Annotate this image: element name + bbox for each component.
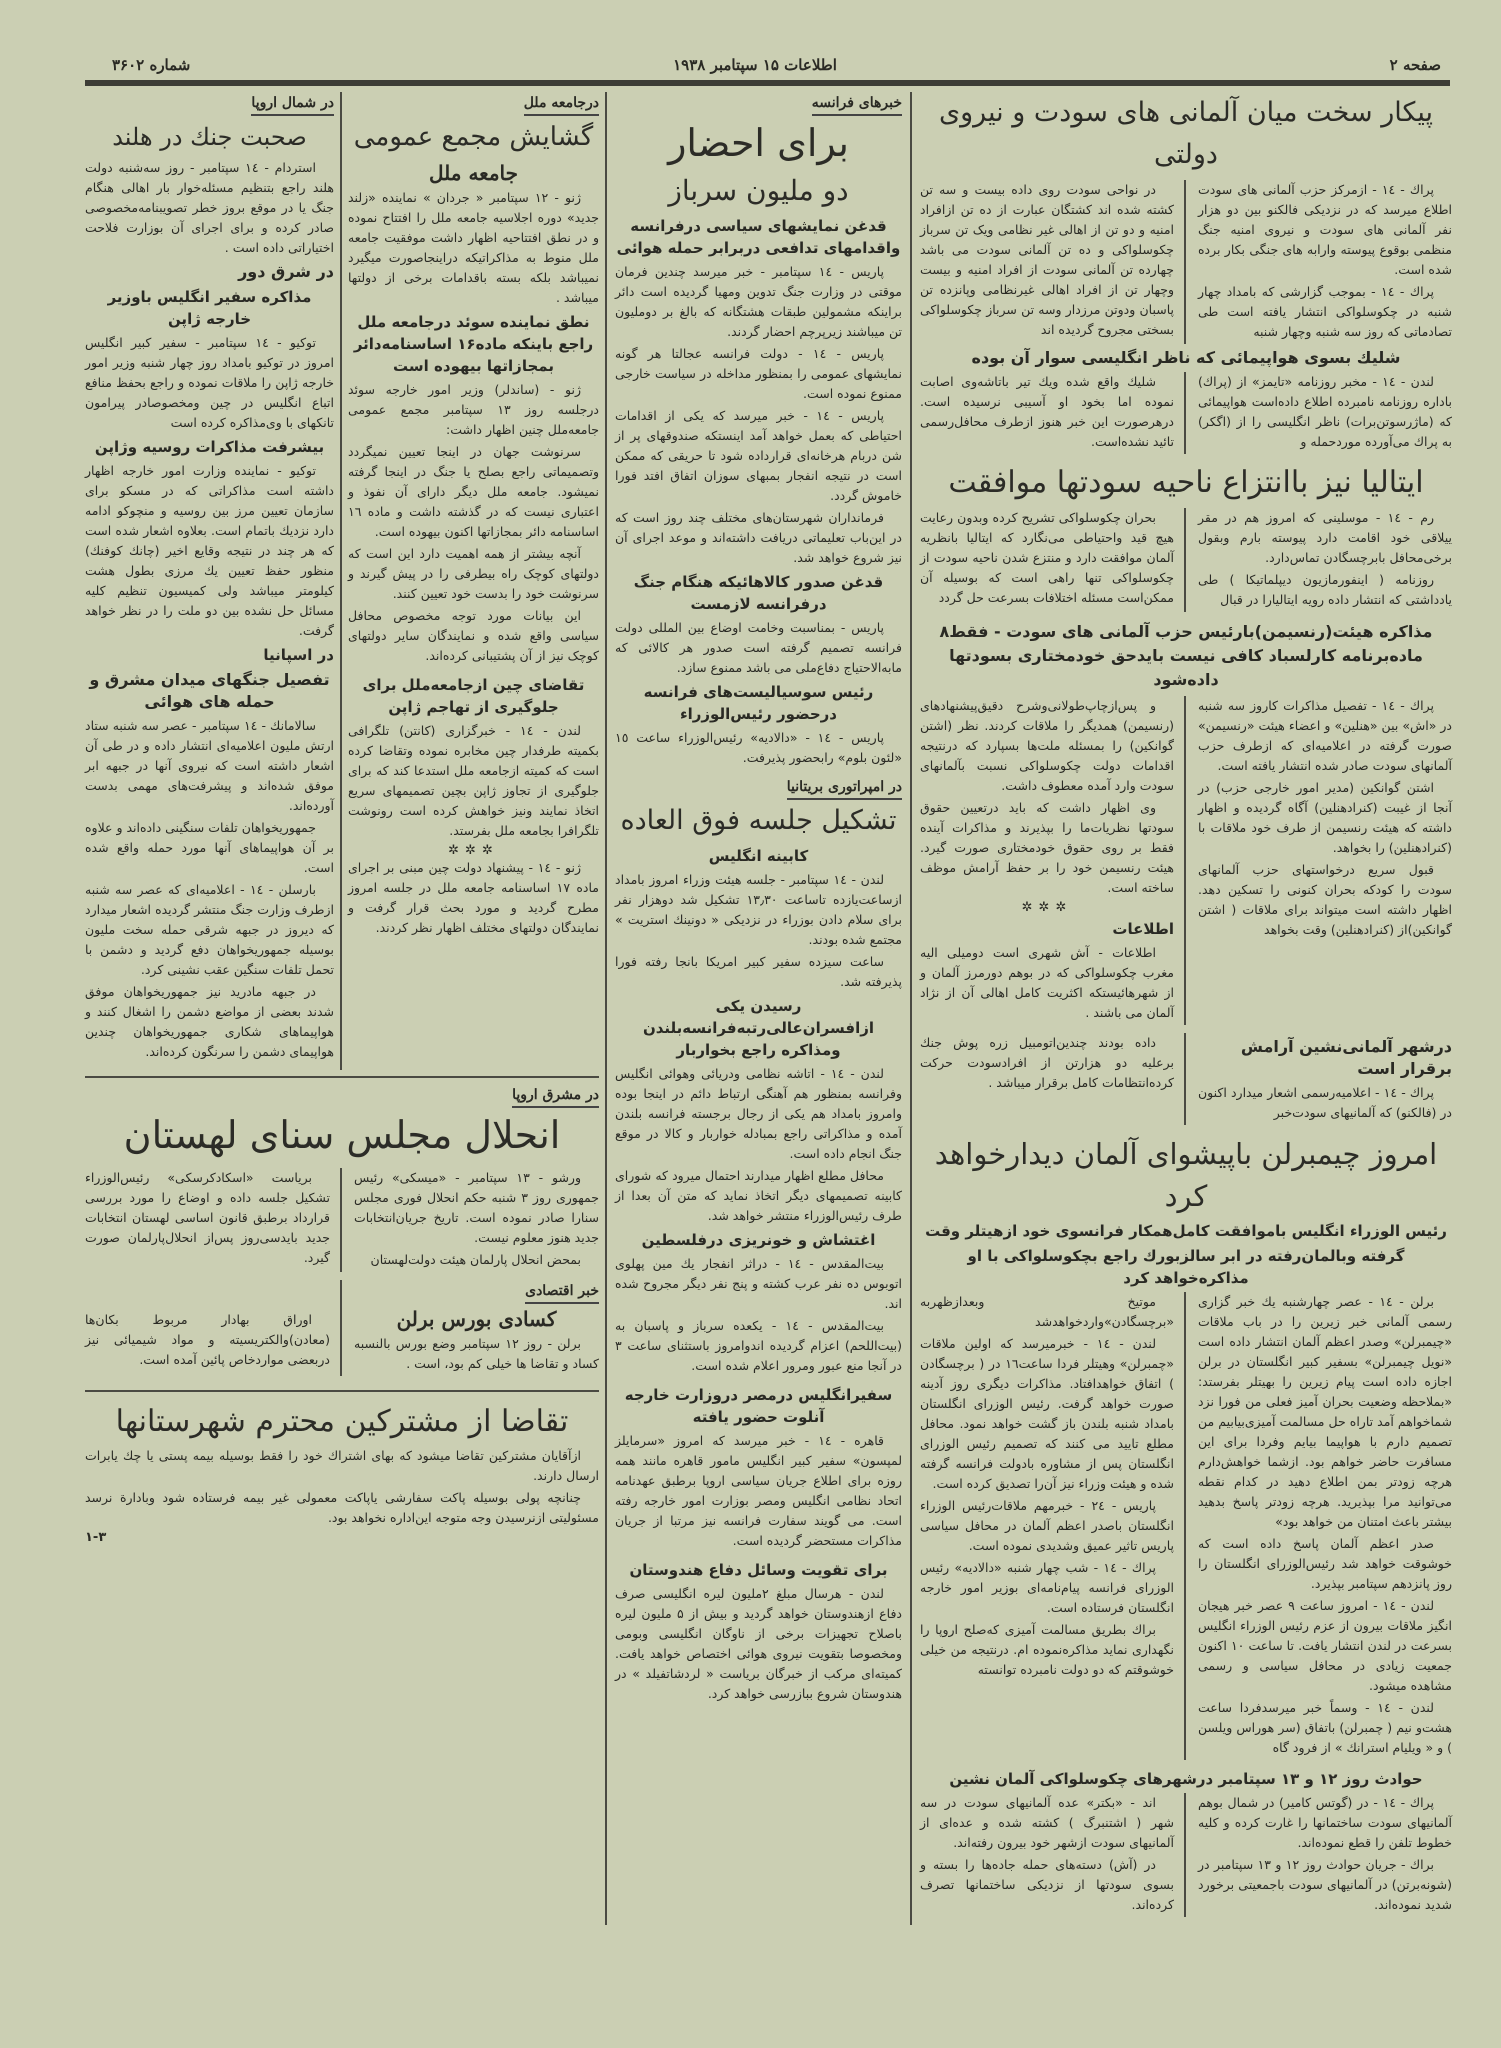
headline: برای تقویت وسائل دفاع هندوستان: [629, 1561, 888, 1579]
section-kicker: خبر اقتصادی: [525, 1283, 599, 1304]
paragraph: بحران چکوسلواکی تشریح کرده وبدون رعایت هیچ قید واحتیاطی می‌نگارد که ایتالیا بانظریه آلمان موافقت دارد و منتزع شدن ناحیه سودت از چکوسلواکی تنها راهی است که بوسیله آن ممکن‌است مسئله اختلافات بسرعت حل گردد: [920, 510, 1174, 605]
subheadline: گرفته وبالمان‌رفته در ابر سالزبورك راجع بچکوسلواکی با او مذاکره‌خواهد کرد: [967, 1247, 1405, 1287]
paragraph: محافل مطلع اظهار میدارند احتمال میرود که شورای کابینه تصمیمهای دیگر اتخاذ نماید که متن آن بعدا از طرف رئیس‌الوزراء منتشر خواهد شد.: [615, 1168, 902, 1223]
paragraph: اشتن گوانکین (مدیر امور خارجی حزب) در آنجا از غیبت (کنرادهنلین) آگاه گردیده و اظهار داشته که هیئت رنسیمن از طرف خود ملاقات با (کنرادهنلین) را بخواهد.: [1198, 780, 1452, 855]
paragraph: لندن - ١٤ - وسماً خبر میرسدفردا ساعت هشت‌و نیم ( چمبرلن) باتفاق (سر هوراس ویلسن ) و « ویلیام استرانك » از فرود گاه: [1198, 1700, 1452, 1755]
paragraph: فرمانداران شهرستان‌های مختلف چند روز است که در این‌باب تعلیماتی دریافت داشته‌اند و موعد اجرای آن نیز شروع خواهد شد.: [615, 510, 902, 565]
article-calm-in-town: [920, 1033, 1452, 1125]
subheadline: رئیس سوسیالیست‌های فرانسه درحضور رئیس‌الوزراء: [643, 683, 874, 723]
paragraph: لندن - ١٤ سپتامبر - جلسه هیئت وزراء امروز بامداد ازساعت‌یازده تاساعت ١٣٫٣٠ تشکیل شد دوهزار نفر برای سلام دادن بوزراء در نزدیکی « دونینك استریت » مجتمع شده بودند.: [615, 872, 902, 947]
paragraph: براك بطریق مسالمت آمیزی که‌صلح اروپا را نگهداری نماید مذاکره‌نموده ام. درنتیجه من خیلی خوشوقتم که دو دولت نامبرده توانسته: [920, 1622, 1174, 1677]
page-columns: [85, 92, 1452, 1925]
article-incidents: [920, 1768, 1452, 1917]
article-league-of-nations: [348, 92, 599, 666]
subheadline: جامعه ملل: [429, 161, 518, 185]
paragraph: برلن - ١٤ - عصر چهارشنبه یك خبر گزاری رسمی آلمانی خبر زیرین را در باب ملاقات «چیمبرلن» وصدر اعظم آلمان انتشار داده است «نویل چیمبرلن» بسفیر کبیر انگلستان در برلن اجازه داده است پیام زیرین را بهیتلر بفرستد: «بملاحظه وضعیت بحران آمیز فعلی من فورا نزد شماخواهم آمد تاراه حل مسالمت آمیزی‌بیابیم من تصمیم دارم با هواپیما بیایم وفردا برای این مسافرت حاضر خواهم بود. ازشما خواهش‌دارم هرچه زودتر بمن اطلاع دهید در کدام نقطه می‌توانید مرا بپذیرید. هرچه زودتر پاسخ بدهید بیشتر باعث امتنان من خواهد بود»: [1198, 1294, 1452, 1529]
subheadline: نطق نماینده سوئد درجامعه ملل راجع باینکه ماده۱۶ اساسنامه‌دائر بمجازاتها بیهوده است: [353, 313, 594, 375]
paragraph: لندن - هرسال مبلغ ۲ملیون لیره انگلیسی صرف دفاع ازهندوستان خواهد گردید و بیش از ۵ ملیون لیره باصلاح تجهیزات برخی از ناوگان انگلیسی وبومی ومخصوصا بتقویت نیروی هوائی اختصاص خواهد یافت. کمیته‌ای مرکب از خبرگان بریاست « لردشاتفیلد » در هندوستان شروع ببازرسی خواهد کرد.: [615, 1586, 902, 1701]
headline: امروز چیمبرلن باپیشوای آلمان دیدارخواهد کرد: [934, 1137, 1438, 1213]
paragraph: در (آش) دسته‌های حمله جاده‌ها را بسته و بسوی سودتها از نزدیکی ساختمانها تصرف کرده‌اند.: [920, 1857, 1174, 1912]
paragraph: استردام - ١٤ سپتامبر - روز سه‌شنبه دولت هلند راجع بتنظیم مسئله‌خوار بار اهالی هنگام جنگ یا در موقع بروز خطر تصویبنامه‌مخصوصی صادر کرده و برای اجرای آن بوزارت فلاحت اختیاراتی داده است .: [85, 160, 334, 255]
paragraph: توکیو - ١٤ سپتامبر - سفیر کبیر انگلیس امروز در توکیو بامداد روز چهار شنبه وزیر امور خارجه ژاپن را ملاقات نموده و راجع بحفظ منافع اتباع انگلیس در چین ومخصوصادر پیرامون تانکهای با وی‌مذاکره کرده است: [85, 335, 334, 430]
paragraph: جمهوریخواهان تلفات سنگینی داده‌اند و علاوه بر آن هواپیماهای آنها مورد حمله واقع شده است.: [85, 820, 334, 875]
section-kicker: در اسپانیا: [263, 646, 334, 664]
headline: صحبت جنك در هلند: [112, 123, 307, 151]
paragraph: چنانچه پولی بوسیله پاکت سفارشی یاپاکت معمولی غیر بیمه فرستاده شود وبادارة نرسد مسئولیتی ازنرسیدن وجه متوجه این‌اداره نخواهد بود.: [85, 1490, 599, 1525]
info-title: اطلاعات: [1112, 920, 1174, 938]
headline: انحلال مجلس سنای لهستان: [123, 1113, 561, 1157]
paragraph: ژنو - ١٢ سپتامبر « جردان » نماینده «زلند جدید» دوره اجلاسیه جامعه ملل را افتتاح نموده و در نطق افتتاحیه اظهار داشت موفقیت جامعه ملل منوط به مذاکراتیکه دراینجاصورت میگیرد نمیباشد بلکه بسته باقدامات برخی از دولتها میباشد .: [348, 190, 599, 305]
section-kicker: در شمال اروپا: [251, 95, 334, 116]
paragraph: و پس‌ازچاپ‌طولانی‌و‌شرح دقیق‌پیشنهادهای (رنسیمن) همدیگر را ملاقات کردند. نظر (اشتن گوانکین) را بمسئله ملت‌ها بسپارد که درنتیجه اقدامات دولت چکوسلواکی نسبت بآلمانهای سودت وارد آمده معطوف داشت.: [920, 698, 1174, 793]
paragraph: موتیخ وبعدازظهربه «برچسگادن»وارد‌خواهدشد: [920, 1294, 1174, 1329]
headline: ایتالیا نیز باانتزاع ناحیه سودتها موافقت: [948, 465, 1424, 500]
paragraph: شلیك واقع شده ویك تیر باتاشه‌وی اصابت نموده اما بخود او آسیبی نرسیده است. درهرصورت این خبر هنوز ازطرف محافل‌رسمی تائید نشده‌است.: [920, 374, 1174, 449]
paragraph: پاریس - ٢٤ - خبرمهم ملاقات‌رئیس الوزراء انگلستان باصدر اعظم آلمان در محافل سیاسی پاریس تاثیر عمیق وشدیدی نموده است.: [920, 1498, 1174, 1553]
paragraph: اند - «بکتر» عده آلمانیهای سودت در سه شهر ( اشتنبرگ ) کشته شده و عده‌ای از آلمانیهای سودت ازشهر خود بیرون رفته‌اند.: [920, 1795, 1174, 1850]
headline: تقاضای چین ازجامعه‌ملل برای جلوگیری از تهاجم ژاپن: [362, 676, 585, 716]
notice-code: ۱-۳: [85, 1530, 107, 1545]
paragraph: پاریس - ١٤ - دولت فرانسه عجالتا هر گونه نمایشهای عمومی را بمنظور مداخله در سیاست خارجی ممنوع نموده است.: [615, 346, 902, 401]
paragraph: رم - ١٤ - موسلینی که امروز هم در مقر ییلاقی خود اقامت دارد پیوسته بارم وبقول برخی‌محافل بابرچسگادن تماس‌دارد.: [1198, 510, 1452, 565]
section-kicker: در شرق دور: [238, 262, 334, 281]
paragraph: پراك - ١٤ - اعلامیه‌رسمی اشعار میدارد اکنون در (فالکنو) که آلمانیهای سودت‌خبر: [1198, 1085, 1452, 1120]
page-number: صفحه ۲: [1389, 56, 1441, 74]
paragraph: ازآقایان مشترکین تقاضا میشود که بهای اشتراك خود را فقط بوسیله بیمه پستی یا چك یابرات ارسال دارند.: [85, 1448, 599, 1483]
headline: گشایش مجمع عمومی: [353, 122, 594, 152]
headline: سفیرانگلیس درمصر دروزارت خارجه آنلوت حضور یافته: [624, 1386, 893, 1426]
paragraph: سرنوشت جهان در اینجا تعیین نمیگردد وتصمیماتی راجع بصلح یا جنگ در اینجا گرفته نمیشود. جامعه ملل دیگر دارای آن نفوذ و اعتباری نیست که در گذشته داشت و ماده ١٦ اساسنامه دائر بمجازاتها اکنون بیهوده است.: [348, 444, 599, 539]
column-left-area: [85, 92, 607, 1925]
paragraph: پراك - ١٤ - شب چهار شنبه «دالادیه» رئیس الوزرای فرانسه پیام‌نامه‌ای بوزیر امور خارجه انگلستان فرستاده است.: [920, 1560, 1174, 1615]
paragraph: بریاست «اسکادکرسکی» رئیس‌الوزراء تشکیل جلسه داده و اوضاع را مورد بررسی قرارداد برطبق قانون اساسی لهستان انتخابات جدید بایدسی‌روز پس‌از انحلال‌پارلمان صورت گیرد.: [85, 1170, 330, 1265]
paragraph: توکیو - نماینده وزارت امور خارجه اظهار داشته است مذاکراتی که در مسکو برای سازمان تعیین مرز بین روسیه و منچوکو ادامه دارد نزدیك باتمام است. بعلاوه اشعار شده است که هر چند در نتیجه وقایع اخیر (چانك كوفنك) منظور حفظ تعیین یك مرزی بطول هشت کیلومتر میباشد ولی کمیسیون تنظیم کلیه مسائل حل نشده بین دو ملت را در نظر خواهد گرفت.: [85, 463, 334, 638]
headline: برای احضار: [668, 121, 849, 165]
article-british-cabinet: [615, 776, 902, 1376]
separator-stars: ✲✲✲: [448, 843, 499, 858]
paragraph: لندن - ١٤ - مخبر روزنامه «تایمز» از (پراك) باداره روزنامه نامبرده اطلاع داده‌است هواپیمائی که (ماژرسوتن‌برات) ناظر انگلیسی را از (اگکر) به پراك می‌آورده موردحمله و: [1198, 374, 1452, 449]
paragraph: پاریس - بمناسبت وخامت اوضاع بین المللی دولت فرانسه تصمیم گرفته است صدور هر کالائی که مابه‌الاحتیاج دفاع‌ملی می باشد ممنوع سازد.: [615, 620, 902, 675]
article-china-request: [348, 674, 599, 938]
article-runciman-talks: [920, 620, 1452, 1025]
paragraph: لندن - ١٤ - اتاشه نظامی ودریائی وهوائی انگلیس وفرانسه بمنظور هم آهنگی ارتباط دائم در اینجا بوده وامروز بامداد هم یکی از رجال برجسته فرانسه بلندن آمده و مذاکراتی راجع بمبادله خواربار و کالا در موقع جنگ انجام داده است.: [615, 1066, 902, 1161]
paragraph: بیت‌المقدس - ١٤ - دراثر انفجار یك مین پهلوی اتوبوس ده نفر عرب کشته و پنج نفر دیگر مجروح شده اند.: [615, 1256, 902, 1311]
column-league: [342, 92, 599, 1070]
column-middle: [607, 92, 912, 1925]
section-kicker: در امپراتوری بریتانیا: [787, 779, 902, 800]
column-right: [912, 92, 1452, 1925]
paragraph: پراك - ١٤ - تفصیل مذاکرات کاروز سه شنبه در «ا‌ش» بین «هنلین» و اعضاء هیئت «رنسیمن» صورت گرفته در اعلامیه‌ای که ازطرف حزب آلمانهای سودت صادر شده انتشار یافته است.: [1198, 698, 1452, 773]
subheadline: قدغن نمایشهای سیاسی درفرانسه واقدامهای تدافعی دربرابر حمله هوائی: [616, 217, 901, 257]
notice-subscribers: [85, 1398, 599, 1545]
headline: مذاکره هیئت(رنسیمن)بارئیس حزب آلمانی های سودت - فقط۸ ماده‌برنامه کارلسباد کافی نیست بایدحق خودمختاری بسودتها داده‌شود: [939, 622, 1433, 689]
section-kicker: درجامعه ملل: [524, 95, 599, 116]
paragraph: پاریس - ١٤ - خبر میرسد که یکی از اقدامات احتیاطی که بعمل خواهد آمد اینستکه صندوقهای پر از شن دربام هرخانه‌ای قرارداده شود تا حریقی که ممکن است در نتیجه انفجار بمبهای سوزان اتفاق افتد فورا خاموش گردد.: [615, 408, 902, 503]
paragraph: ژنو - ١٤ - پیشنهاد دولت چین مبنی بر اجرای ماده ١٧ اساسنامه جامعه ملل در جلسه امروز مطرح گردید و مورد بحث قرار گرفت و نمایندگان دولتهای مختلف اظهار نظر کردند.: [348, 860, 599, 935]
paragraph: روزنامه ( اینفورمازیون دیپلماتیکا ) طی یادداشتی که انتشار داده رویه ایتالیارا در قبال: [1198, 572, 1452, 607]
paragraph: پراك - ١٤ - ازمرکز حزب آلمانی های سودت اطلاع میرسد که در نزدیکی فالکنو بین دو هزار نفر آلمانی های سودت و نیروی امنیه جنگ منظمی بوقوع پیوسته وارابه های جنگی بکار برده شده است.: [1198, 182, 1452, 277]
subheadline: رسیدن یکی ازافسران‌عالی‌رتبه‌فرانسه‌بلندن ومذاکره راجع بخواربار: [642, 997, 875, 1059]
article-sudeten-clash: [920, 92, 1452, 454]
paragraph: لندن - ١٤ - خبرگزاری (کانتن) تلگرافی بکمیته طرفدار چین مخابره نموده وتقاضا کرده است که کمیته ازجامعه ملل استدعا کند که برای جلوگیری از تجاوز ژاپن بچین تصمیمهای سریع اتخاذ نمایند ونیز خواهش کرده است رونوشت تلگرافرا بجامعه ملل بفرستد.: [348, 723, 599, 838]
paragraph: در جبهه مادرید نیز جمهوریخواهان موفق شدند بعضی از مواضع دشمن را اشغال کنند و هواپیماهای شکاری جمهوریخواهان چندین هواپیمای دشمن را سرنگون کرده‌اند.: [85, 984, 334, 1059]
article-berlin-bourse: [85, 1280, 599, 1376]
column-north: [85, 92, 342, 1070]
section-rule: [85, 1076, 599, 1078]
paragraph: وی اظهار داشت که باید درتعیین حقوق سودتها نظریات‌ما را بپذیرند و مذاکرات آینده فقط بر روی حقوق خودمختاری صورت گیرد. هیئت رنسیمن خود را بر حفظ آرامش موظف ساخته است.: [920, 800, 1174, 895]
separator-stars: ✲✲✲: [1021, 900, 1073, 915]
paragraph: اطلاعات - آش شهری است دومیلی الیه مغرب چکوسلواکی که در بوهم دورمرز آلمان و از شهرهائیستکه اکثریت کامل اهالی آن از نژاد آلمان می باشند .: [920, 945, 1174, 1020]
article-italy: [920, 462, 1452, 612]
paragraph: قاهره - ١٤ - خبر میرسد که امروز «سرمایلز لمپسون» سفیر کبیر انگلیس مامور قاهره مانند همه روزه برای اطلاع جریان سیاسی اروپا برطبق عهدنامه اتحاد نظامی انگلیس ومصر بوزارت امور خارجه رفته است. می گویند سفارت فرانسه نیز مرتبا از جریان مذاکرات مستحضر گردیده است.: [615, 1433, 902, 1548]
headline: تقاضا از مشترکین محترم شهرستانها: [115, 1404, 569, 1439]
subheadline: شلیك بسوی هواپیمائی که ناظر انگلیسی سوار آن بوده: [971, 348, 1401, 367]
section-kicker: در مشرق اروپا: [512, 1087, 599, 1108]
subheadline: قدغن صدور کالاهائیکه هنگام جنگ درفرانسه لازمست: [633, 573, 884, 613]
paragraph: سالامانك - ١٤ سپتامبر - عصر سه شنبه ستاد ارتش ملیون اعلامیه‌ای انتشار داده و در طی آن اشعار داشته است که نیروی آنها در جبهه ابر موفق شده‌اند و پیشرفت‌های مهمی بدست آورده‌اند.: [85, 718, 334, 813]
subheadline: تفصیل جنگهای میدان مشرق و حمله های هوائی: [89, 670, 330, 711]
paragraph: این بیانات مورد توجه مخصوص محافل سیاسی واقع شده و نمایندگان سایر دولتهای کوچک نیز از آن پشتیبانی کرده‌اند.: [348, 608, 599, 663]
masthead-date: اطلاعات ۱۵ سپتامبر ۱۹۳۸: [673, 56, 837, 74]
paragraph: لندن - ١٤ - خبرمیرسد که اولین ملاقات «چمبرلن» وهیتلر فردا ساعت١٦ در ( برچسگادن ) اتفاق خواهدافتاد. مذاکرات دیگری روز آدینه صورت خواهد گرفت. رئیس الوزرای انگلستان بامداد شنبه بلندن باز گشت خواهد نمود. محافل مطلع تایید می کنند که تصمیم رئیس الوزرای انگلستان پس از مشاوره بادولت فرانسه گرفته شده و هیئت وزراء نیز آن‌را تصدیق کرده است.: [920, 1336, 1174, 1491]
paragraph: بمحض انحلال پارلمان هیئت دولت‌لهستان: [370, 1252, 581, 1267]
top-rule: [85, 80, 1450, 86]
paragraph: قبول سریع درخواستهای حزب آلمانهای سودت را کودکه بحران کنونی را تسکین دهد. اظهار داشته است میتواند برای ملاقات ( اشتن گوانکین)از (کنرادهنلین) وقت بخواهد: [1198, 862, 1452, 937]
headline: حوادث روز ۱۲ و ۱۳ سپتامبر درشهرهای چکوسلواکی آلمان نشین: [949, 1770, 1423, 1788]
paragraph: اوراق بهادار مربوط بکان‌ها (معادن)والکتریسیته و مواد شیمیائی نیز دربعضی مواردخاص پائین آمده است.: [85, 1312, 330, 1367]
paragraph: داده بودند چندین‌اتومبیل زره پوش جنك برعلیه دو هزارتن از افرادسودت حرکت کرده‌انتظامات کامل برقرار میباشد .: [920, 1035, 1174, 1090]
paragraph: لندن - ١٤ - امروز ساعت ٩ عصر خبر هیجان انگیز ملاقات بیرون از عزم رئیس الوزراء انگلیس بسرعت در لندن انتشار یافت. تا ساعت ١٠ اکنون جمعیت زیادی در محافل سیاسی و رسمی مشاهده میشود.: [1198, 1598, 1453, 1693]
paragraph: پراك - ١٤ - در (گوتس کامیر) در شمال بوهم آلمانیهای سودت ساختمانها را غارت کرده و کلیه خطوط تلفن را قطع نموده‌اند.: [1198, 1795, 1452, 1850]
paragraph: پراك - ١٤ - بموجب گزارشی که بامداد چهار شنبه در چکوسلواکی انتشار یافته است طی تصادماتی که روز سه شنبه وچهار شنبه: [1198, 284, 1452, 339]
headline: درشهر آلمانی‌نشین آرامش برقرار است: [1240, 1037, 1452, 1078]
article-india-defence: [615, 1559, 902, 1704]
article-france-mobilization: [615, 92, 902, 768]
headline: کسادی بورس برلن: [396, 1307, 557, 1331]
paragraph: ورشو - ١٣ سپتامبر - «میسکی» رئیس جمهوری روز ٣ شنبه حکم انحلال فوری مجلس سنارا صادر نموده است. تاریخ جریان‌انتخابات جدید هنوز معلوم نیست.: [354, 1170, 599, 1245]
paragraph: براك - جریان حوادث روز ١٢ و ١٣ سپتامبر در (شونه‌برتن) در آلمانیهای سودت باجمعیتی برخورد شدید نموده‌اند.: [1198, 1857, 1452, 1912]
subheadline: مذاکره سفیر انگلیس باوزیر خارجه ژاپن: [107, 288, 312, 328]
subheadline: اغتشاش و خونریزی درفلسطین: [641, 1231, 876, 1249]
article-chamberlain-visit: [920, 1133, 1452, 1760]
section-kicker: خبرهای فرانسه: [812, 95, 902, 116]
paragraph: پاریس - ١٤ - «دالادیه» رئیس‌الوزراء ساعت ١٥ «لئون بلوم» رابحضور پذیرفت.: [615, 730, 902, 765]
paragraph: بیت‌المقدس - ١٤ - یکعده سرباز و پاسبان به (بیت‌اللحم) اعزام گردیده اندوامروز باستثنای ساعت ٣ در آنجا منع عبور ومرور اعلام شده است.: [615, 1318, 902, 1373]
issue-number: شماره ۳۶۰۲: [112, 56, 191, 74]
headline: تشکیل جلسه فوق العاده: [620, 805, 897, 836]
headline-2: دو ملیون سرباز: [668, 174, 849, 207]
left-top-columns: [85, 92, 599, 1070]
section-rule: [85, 1390, 599, 1392]
article-northern-europe: [85, 92, 334, 1062]
headline: پیکار سخت میان آلمانی های سودت و نیروی دولتی: [938, 97, 1434, 170]
subheadline: بیشرفت مذاکرات روسیه وژاپن: [94, 438, 325, 456]
paragraph: بارسلن - ١٤ - اعلامیه‌ای که عصر سه شنبه ازطرف وزارت جنگ منتشر گردیده اشعار میدارد که دیروز در جبهه شرقی حمله سخت ملیون بوسیله جمهوریخواهان دفع گردید و دشمن با تحمل تلفات سنگین عقب نشینی کرد.: [85, 882, 334, 977]
subheadline: کابینه انگلیس: [708, 847, 809, 865]
article-poland-senate: [85, 1084, 599, 1272]
paragraph: ساعت سیزده سفیر کبیر امریکا بانجا رفته فورا پذیرفته شد.: [615, 954, 902, 989]
paragraph: در نواحی سودت روی داده بیست و سه تن کشته شده اند کشتگان عبارت از ده تن ازافراد امنیه و دو تن از اهالی غیر نظامی ویک تن سرباز چکوسلواکی و ده تن آلمانی سودت می باشد چهارده تن آلمانی سودت از افراد امنیه و بیست وچهار تن از افراد اهالی غیرنظامی وپانزده تن پاسبان ودوتن مرزدار وسه تن سرباز چکوسلواکی بسختی مجروح گردیده اند: [920, 182, 1174, 337]
paragraph: صدر اعظم آلمان پاسخ داده است که خوشوقت خواهد شد رئیس‌الوزرای انگلستان را روز پانزدهم سپتامبر بپذیرد.: [1198, 1536, 1452, 1591]
paragraph: پاریس - ١٤ سپتامبر - خبر میرسد چندین فرمان موقتی در وزارت جنگ تدوین ومهیا گردیده است دائر براینکه مشمولین طبقات هشتگانه که بالغ بر دوملیون تن میباشند زیرپرچم احضار گردند.: [615, 264, 902, 339]
paragraph: ژنو - (ساندلر) وزیر امور خارجه سوئد درجلسه روز ١٣ سپتامبر مجمع عمومی جامعه‌ملل چنین اظهار داشت:: [348, 382, 599, 437]
paragraph: آنچه بیشتر از همه اهمیت دارد این است که دولتهای کوچک راه بیطرفی را در پیش گیرند و سرنوشت خود را بدست خود تعیین کنند.: [348, 546, 599, 601]
subheadline: رئیس الوزراء انگلیس باموافقت کامل‌همکار فرانسوی خود ازهیتلر وقت: [925, 1222, 1447, 1240]
article-egypt-ambassador: [615, 1384, 902, 1551]
paragraph: برلن - روز ١٢ سپتامبر وضع بورس بالنسبه کساد و تقاضا ها خیلی کم بود، است .: [354, 1336, 599, 1371]
